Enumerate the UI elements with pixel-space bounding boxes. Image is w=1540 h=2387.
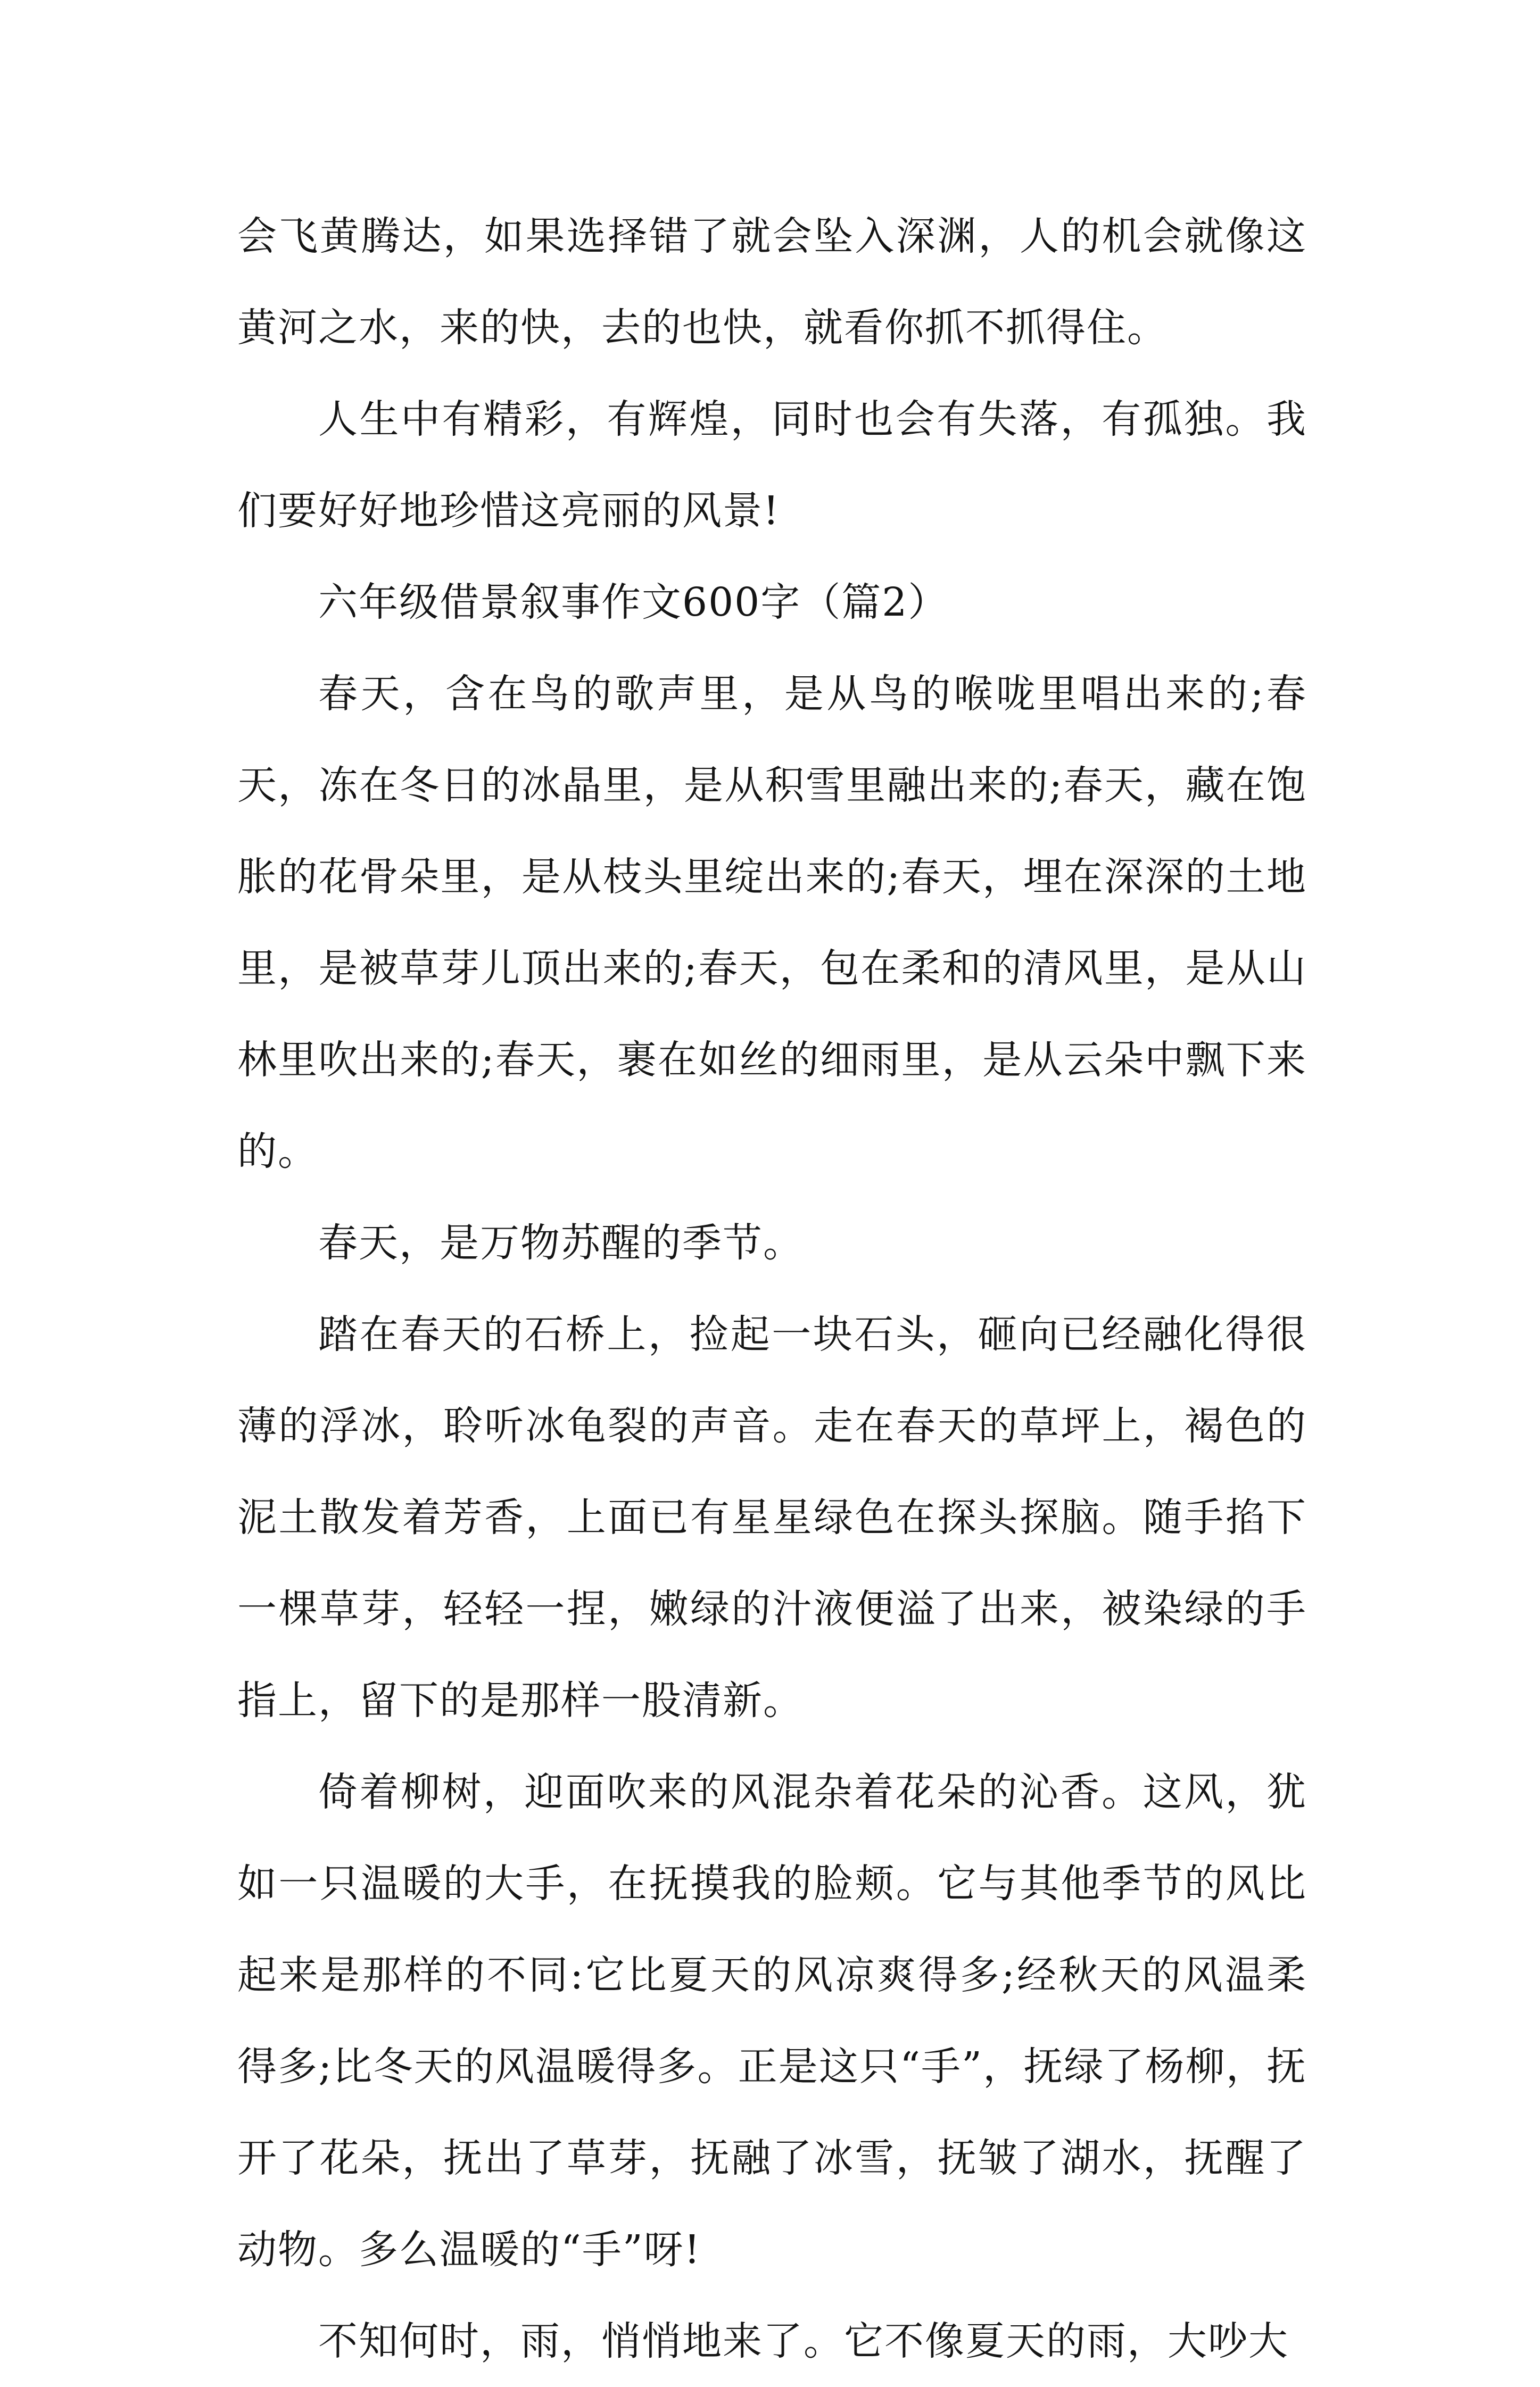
paragraph-life: 人生中有精彩，有辉煌，同时也会有失落，有孤独。我们要好好地珍惜这亮丽的风景! [237,396,1307,534]
paragraph-spring-intro: 春天，含在鸟的歌声里，是从鸟的喉咙里唱出来的;春天，冻在冬日的冰晶里，是从积雪里融出来的;春天，藏在饱胀的花骨朵里，是从枝头里绽出来的;春天，埋在深深的土地里，是被草芽儿顶出来的;春天，包在柔和的清风里，是从山林里吹出来的;春天，裹在如丝的细雨里，是从云朵中飘下来的。 [237,671,1307,1174]
paragraph-spring-season: 春天，是万物苏醒的季节。 [318,1220,804,1266]
section-heading: 六年级借景叙事作文600字（篇2） [318,579,949,625]
paragraph-rain: 不知何时，雨，悄悄地来了。它不像夏天的雨，大吵大 [318,2318,1289,2364]
paragraph-willow-wind: 倚着柳树，迎面吹来的风混杂着花朵的沁香。这风，犹如一只温暖的大手，在抚摸我的脸颊。它与其他季节的风比起来是那样的不同:它比夏天的风凉爽得多;经秋天的风温柔得多;比冬天的风温暖得多。正是这只“手”，抚绿了杨柳，抚开了花朵，抚出了草芽，抚融了冰雪，抚皱了湖水，抚醒了动物。多么温暖的“手”呀! [237,1769,1307,2273]
paragraph-continuation: 会飞黄腾达，如果选择错了就会坠入深渊，人的机会就像这黄河之水，来的快，去的也快，就看你抓不抓得住。 [237,213,1307,351]
document-body [237,190,1307,2387]
paragraph-stone-bridge: 踏在春天的石桥上，捡起一块石头，砸向已经融化得很薄的浮冰，聆听冰龟裂的声音。走在春天的草坪上，褐色的泥土散发着芳香，上面已有星星绿色在探头探脑。随手掐下一棵草芽，轻轻一捏，嫩绿的汁液便溢了出来，被染绿的手指上，留下的是那样一股清新。 [237,1312,1307,1723]
